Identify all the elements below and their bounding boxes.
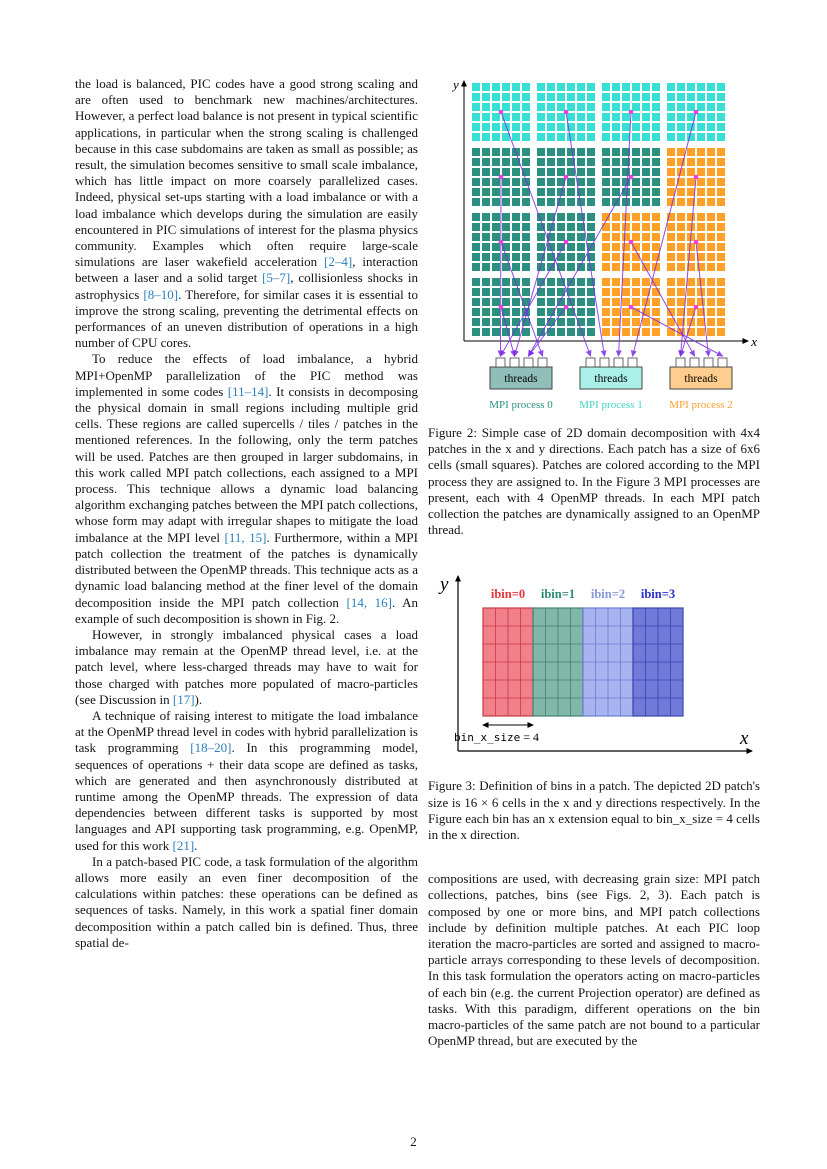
bin [483,608,533,716]
patch-center-dot [499,305,504,310]
right-column-paragraph: compositions are used, with decreasing grain size: MPI patch collections, patches, bins (see Figs. 2, 3). Each patch is composed by one or more bins, and MPI patch collections include by definition multiple patches. At each PIC loop iteration the macro-particles are sorted and assigned to macro-particle arrays corresponding to these levels of decomposition. In this task formulation the operators acting on macro-particles of each bin (e.g. the current Projection operator) are defined as tasks. With this paradigm, different operations on the bin macro-particles of the same patch are not bound to a particular OpenMP thread, but are executed by the [428,871,760,1049]
citation: [17] [172,691,195,707]
figure2-caption: Figure 2: Simple case of 2D domain decomposition with 4x4 patches in the x and y directions. Each patch has a size of 6x6 cells (small squares). Patches are colored according to the MPI process they are assigned to. In the Figure 3 MPI processes are present, each with 4 OpenMP threads. In each MPI patch collection the patches are dynamically assigned to an OpenMP thread. [428,425,760,538]
left-column [75,76,418,951]
thread-slot [524,358,533,367]
citation: [8–10] [143,286,179,302]
patch-center-dot [564,175,569,180]
y-axis-label: y [440,574,449,596]
ibin-label: ibin=2 [590,587,626,602]
paragraph: In a patch-based PIC code, a task formulation of the algorithm allows more easily an even finer decomposition of the calculations within patches: these operations can be defined as sequences of tasks. Namely, in this work a spatial finer domain decomposition within a patch called bin is defined. Thus, three spatial de- [75,853,418,950]
citation: [11, 15] [224,529,267,545]
mpi-process-label: MPI process 1 [579,399,643,411]
thread-slot [510,358,519,367]
bin [533,608,583,716]
threads-label: threads [594,373,628,385]
figure3-caption: Figure 3: Definition of bins in a patch. The depicted 2D patch's size is 16 × 6 cells in the x and y directions respectively. In the Figure each bin has an x extension equal to bin_x_size = 4 cells in the x direction. [428,778,760,843]
right-column [428,75,760,1049]
thread-slot [600,358,609,367]
mpi-process-label: MPI process 2 [669,399,733,411]
citation: [21] [172,837,195,853]
x-axis-label: x [751,334,757,349]
paragraph: the load is balanced, PIC codes have a good strong scaling and are often used to benchmark new machines/architectures. However, a perfect load balance is not present in typical scientific applications, in particular when the strong scaling is challenged because in this case subdomains are taken as small as possible; as result, the simulation becomes sensitive to small scale imbalance, which has little impact on more coarsely parallelized cases. Indeed, physical set-ups starting with a load imbalance or with a load imbalance which develops during the simulation are easily encountered in PIC simulations of interest for the plasma physics community. Examples which often require large-scale simulations are laser wakefield acceleration [2–4], interaction between a laser and a solid target [5–7], collisionless shocks in astrophysics [8–10]. Therefore, for similar cases it is essential to improve the strong scaling, preventing the detrimental effects on performances of an uneven distribution of operations in a high number of CPU cores. [75,76,418,351]
assignment-arrow [501,242,567,356]
patch-center-dot [629,110,634,115]
threads-label: threads [684,373,718,385]
paragraph: However, in strongly imbalanced physical cases a load imbalance may remain at the OpenMP thread level, i.e. at the patch level, where less-charged threads may have to wait for those charged with patches more populated of macro-particles (see Discussion in [17]). [75,626,418,707]
thread-slot [628,358,637,367]
patch-center-dot [499,240,504,245]
patch-center-dot [694,305,699,310]
figure-2 [428,75,760,538]
patch-center-dot [564,240,569,245]
citation: [14, 16] [346,594,392,610]
ibin-label: ibin=3 [640,587,676,602]
mpi-process-label: MPI process 0 [489,399,553,411]
page-number: 2 [410,1134,417,1149]
patch-center-dot [629,305,634,310]
citation: [18–20] [190,740,232,756]
patch-center-dot [694,110,699,115]
thread-slot [676,358,685,367]
bin-size-label: bin_x_size = 4 [454,730,540,745]
x-axis-label: x [740,728,749,750]
thread-slot [718,358,727,367]
patch-center-dot [629,175,634,180]
patch-center-dot [499,175,504,180]
citation: [2–4] [324,254,353,270]
figure-3 [428,568,760,843]
citation: [11–14] [227,383,269,399]
thread-slot [586,358,595,367]
patch-center-dot [629,240,634,245]
patch-center-dot [564,305,569,310]
paragraph: A technique of raising interest to mitigate the load imbalance at the OpenMP thread level in codes with hybrid parallelization is task programming [18–20]. In this programming model, sequences of operations + their data scope are defined as tasks, which are generated and then asynchronously distributed at runtime among the OpenMP threads. The expression of data dependencies between different tasks is supported by most languages and API supporting task programming, e.g. OpenMP, used for this work [21]. [75,707,418,853]
thread-slot [538,358,547,367]
patch-center-dot [694,240,699,245]
assignment-arrow [501,177,502,356]
thread-slot [496,358,505,367]
ibin-label: ibin=0 [490,587,526,602]
thread-slot [690,358,699,367]
ibin-label: ibin=1 [540,587,576,602]
figure3-bins-diagram [428,568,760,768]
paragraph: To reduce the effects of load imbalance, a hybrid MPI+OpenMP parallelization of the PIC method was implemented in some codes [11–14]. It consists in decomposing the physical domain in small regions including multiple grid cells. These regions are called supercells / tiles / patches in the mentioned references. In the following, only the term patches will be used. Patches are then grouped in larger subdomains, in this work called MPI patch collections, each assigned to a MPI process. This technique allows a dynamic load balancing algorithm exchanging patches between the MPI patch collections, whose form may adapt with irregular shapes to mitigate the load imbalance at the MPI level [11, 15]. Furthermore, within a MPI patch collection the treatment of the patches is dynamically distributed between the OpenMP threads. This technique acts as a dynamic load balancing method at the finer level of the domain decomposition inside the MPI patch collection [14, 16]. An example of such decomposition is shown in Fig. 2. [75,351,419,626]
citation: [5–7] [262,270,291,286]
threads-label: threads [504,373,538,385]
bin [583,608,633,716]
thread-slot [704,358,713,367]
patch-center-dot [694,175,699,180]
bin [633,608,683,716]
patch-center-dot [499,110,504,115]
patch-center-dot [564,110,569,115]
thread-slot [614,358,623,367]
figure2-domain-decomposition-diagram [428,75,760,415]
y-axis-label: y [453,77,459,92]
